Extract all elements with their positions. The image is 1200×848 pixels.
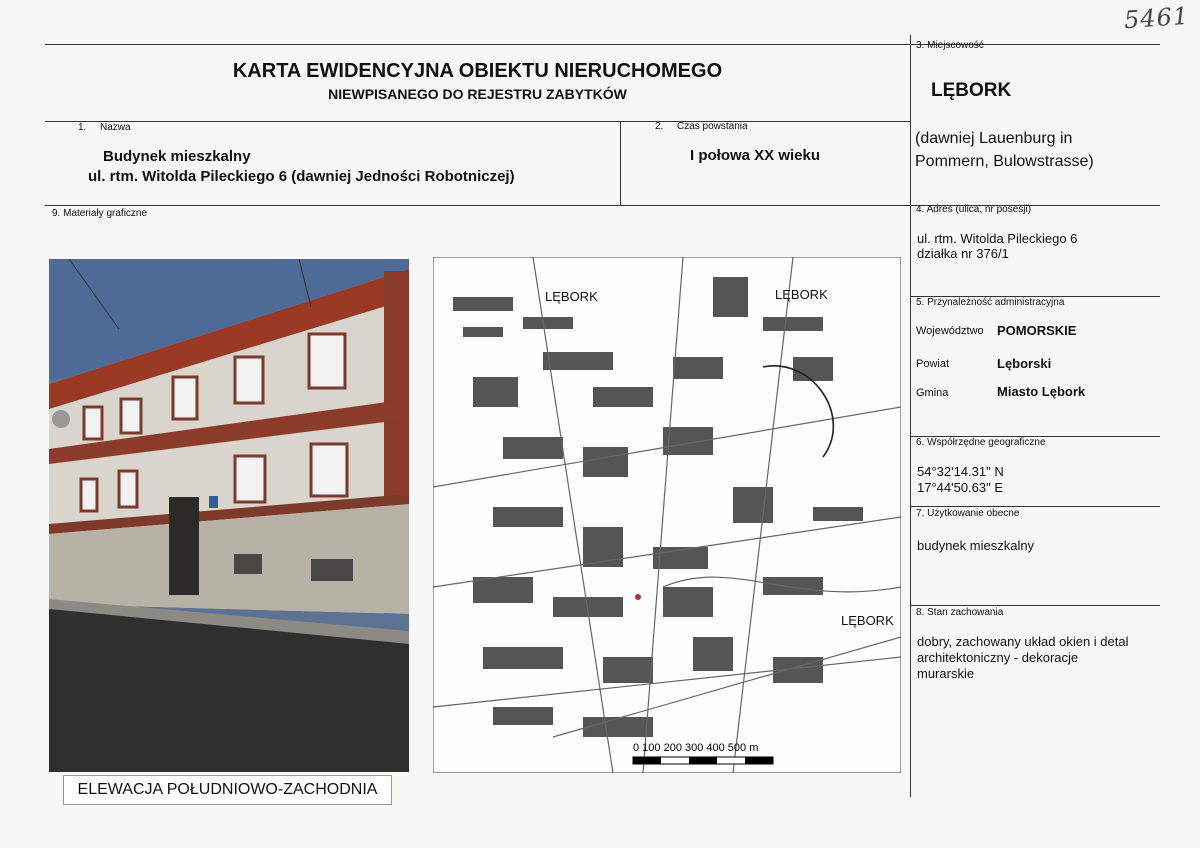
header-divider	[45, 121, 910, 122]
map-town-label: LĘBORK	[841, 613, 894, 628]
voivodeship-value: POMORSKIE	[997, 323, 1077, 338]
condition-line3: murarskie	[917, 666, 975, 681]
coords-lat: 54°32'14.31" N	[917, 464, 1004, 479]
name-line1: Budynek mieszkalny	[103, 148, 251, 165]
name-date-divider	[620, 121, 621, 205]
commune-value: Miasto Lębork	[997, 384, 1086, 399]
locality-former-line2: Pommern, Bulowstrasse)	[915, 153, 1094, 170]
locality-label: 3. Miejscowość	[916, 40, 984, 51]
location-map	[433, 257, 901, 773]
usage-divider	[910, 605, 1160, 606]
right-column-divider	[910, 35, 911, 797]
condition-label: 8. Stan zachowania	[916, 607, 1004, 618]
coords-divider	[910, 506, 1160, 507]
reference-number: 5461	[1123, 1, 1190, 35]
map-scale-text: 0 100 200 300 400 500 m	[633, 742, 759, 754]
usage-value: budynek mieszkalny	[917, 538, 1035, 553]
coords-lon: 17°44'50.63" E	[917, 480, 1004, 495]
building-photo	[49, 259, 409, 772]
map-town-label: LĘBORK	[775, 287, 828, 302]
usage-label: 7. Użytkowanie obecne	[916, 508, 1020, 519]
address-line1: ul. rtm. Witolda Pileckiego 6	[917, 231, 1078, 246]
top-border	[45, 44, 1160, 45]
address-line2: działka nr 376/1	[917, 246, 1009, 261]
admin-label: 5. Przynależność administracyjna	[916, 297, 1065, 308]
condition-line2: architektoniczny - dekoracje	[917, 650, 1079, 665]
name-line2: ul. rtm. Witolda Pileckiego 6 (dawniej Jedności Robotniczej)	[88, 168, 515, 185]
voivodeship-label: Województwo	[916, 325, 984, 337]
locality-value: LĘBORK	[931, 80, 1012, 101]
commune-label: Gmina	[916, 387, 949, 399]
address-label: 4. Adres (ulica, nr posesji)	[916, 204, 1032, 215]
date-label: 2. Czas powstania	[655, 121, 748, 132]
condition-line1: dobry, zachowany układ okien i detal	[917, 634, 1129, 649]
county-value: Lęborski	[997, 356, 1052, 371]
name-label: 1. Nazwa	[78, 122, 131, 133]
photo-caption: ELEWACJA POŁUDNIOWO-ZACHODNIA	[63, 775, 392, 805]
document-title: KARTA EWIDENCYJNA OBIEKTU NIERUCHOMEGO	[232, 60, 723, 82]
map-town-label: LĘBORK	[545, 289, 598, 304]
locality-former-line1: (dawniej Lauenburg in	[915, 130, 1073, 147]
coords-label: 6. Współrzędne geograficzne	[916, 437, 1046, 448]
location-marker	[635, 594, 641, 600]
document-subtitle: NIEWPISANEGO DO REJESTRU ZABYTKÓW	[328, 86, 627, 102]
county-label: Powiat	[916, 358, 950, 370]
date-value: I połowa XX wieku	[690, 147, 821, 164]
graphics-label: 9. Materiały graficzne	[52, 208, 148, 219]
map-scale-bar	[633, 742, 773, 764]
